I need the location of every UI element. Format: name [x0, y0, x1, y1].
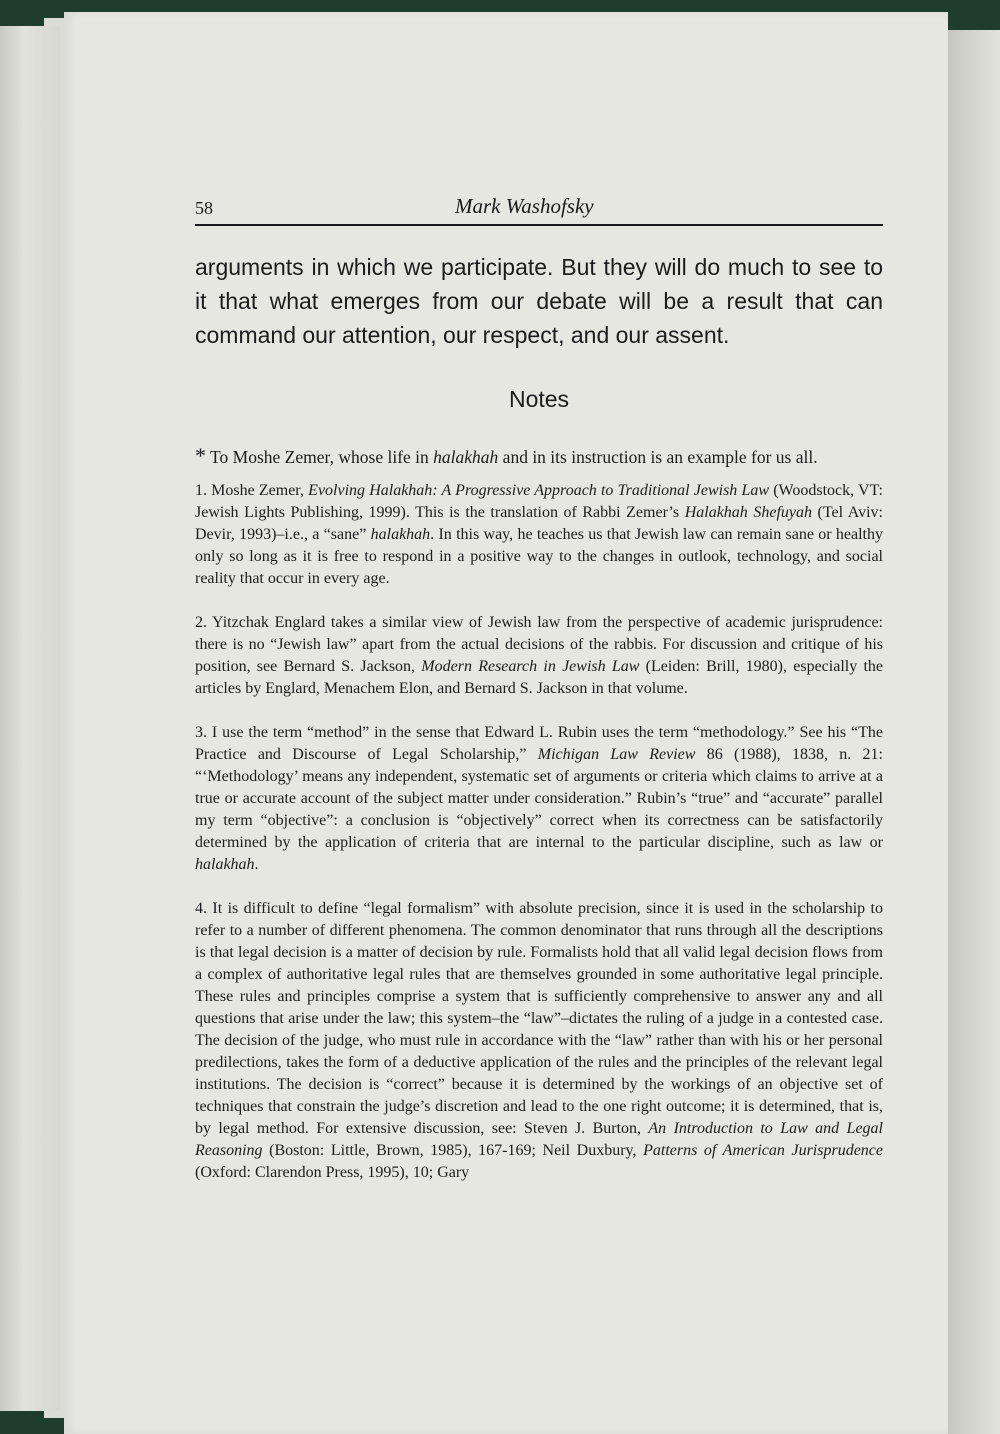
notes-heading: Notes [508, 386, 570, 412]
footnote-2 [195, 612, 883, 700]
notes-list [195, 480, 883, 1184]
page-number: 58 [195, 198, 213, 218]
facing-page-edge [948, 30, 1000, 1434]
asterisk-marker: * [195, 443, 206, 468]
dedication-italic: halakhah [433, 447, 499, 467]
footnote-italic-title: An Introduction to Law and Legal Reasoning [195, 1120, 883, 1159]
footnote-italic-title: Evolving Halakhah: A Progressive Approach to Traditional Jewish Law [308, 482, 770, 499]
footnote-text: (Boston: Little, Brown, 1985), 167-169; Neil Duxbury, [262, 1142, 644, 1159]
dedication-text-pre: To Moshe Zemer, whose life in [206, 447, 434, 467]
page-content [195, 250, 883, 1206]
footnote-1 [195, 480, 883, 590]
footnote-text: 3. I use the term “method” in the sense that Edward L. Rubin uses the term “methodology.” See his “The Practice and Discourse of Legal Scholarship,” [195, 724, 883, 763]
footnote-italic-title: halakhah [195, 856, 255, 873]
footnote-text: (Oxford: Clarendon Press, 1995), 10; Gary [195, 1164, 470, 1181]
footnote-text: 2. Yitzchak Englard takes a similar view of Jewish law from the perspective of academic jurisprudence: there is no “Jewish law” apart from the actual decisions of the rabbis. For discussion and critique of his position, see Bernard S. Jackson, [195, 614, 883, 675]
footnote-italic-title: Michigan Law Review [537, 746, 696, 763]
running-head-author: Mark Washofsky [455, 194, 594, 218]
footnote-italic-title: Halakhah Shefuyah [684, 504, 812, 521]
footnote-text: (Tel Aviv: Devir, 1993)–i.e., a “sane” [195, 504, 883, 543]
footnote-4 [195, 898, 883, 1184]
footnote-italic-title: Modern Research in Jewish Law [421, 658, 640, 675]
dedication-note [195, 443, 883, 470]
footnote-text: (Woodstock, VT: Jewish Lights Publishing, 1999). This is the translation of Rabbi Zemer’s [195, 482, 884, 521]
footnote-text: 4. It is difficult to define “legal formalism” with absolute precision, since it is used in the scholarship to refer to a number of different phenomena. The common denominator that runs through all the descriptions is that legal decision is a matter of decision by rule. Formalists hold that all valid legal decision flows from a complex of authoritative legal rules that are themselves grounded in some authoritative legal principle. These rules and principles comprise a system that is sufficiently comprehensive to answer any and all questions that arise under the law; this system–the “law”–dictates the ruling of a judge in a contested case. The decision of the judge, who must rule in accordance with the “law” rather than with his or her personal predilections, takes the form of a deductive application of the rules and the principles of the relevant legal institutions. The decision is “correct” because it is determined by the workings of an objective set of techniques that constrain the judge’s discretion and lead to the one right outcome; it is determined, that is, by legal method. For extensive discussion, see: Steven J. Burton, [195, 900, 883, 1137]
footnote-text: . In this way, he teaches us that Jewish law can remain sane or healthy only so long as it is free to respond in a positive way to the changes in outlook, technology, and social reality that occur in every age. [195, 526, 884, 587]
page-header [195, 194, 883, 226]
footnote-italic-title: Patterns of American Jurisprudence [643, 1142, 883, 1159]
footnote-text: (Leiden: Brill, 1980), especially the articles by Englard, Menachem Elon, and Bernard S. Jackson in that volume. [195, 658, 884, 697]
footnote-3 [195, 722, 883, 876]
footnote-text: . [254, 856, 259, 873]
footnote-text: 1. Moshe Zemer, [195, 482, 309, 499]
body-paragraph: arguments in which we participate. But they will do much to see to it that what emerges from our debate will be a result that can command our attention, our respect, and our assent. [195, 254, 883, 348]
dedication-text-post: and in its instruction is an example for us all. [498, 447, 818, 467]
footnote-text: 86 (1988), 1838, n. 21: “‘Methodology’ means any independent, systematic set of arguments or criteria which claims to arrive at a true or accurate account of the subject matter under consideration.” Rubin’s “true” and “accurate” parallel my term “objective”: a conclusion is “objectively” correct when its correctness can be satisfactorily determined by the application of criteria that are internal to the particular discipline, such as law or [195, 746, 883, 851]
page-stack-edge-left [0, 26, 60, 1411]
footnote-italic-title: halakhah [370, 526, 431, 543]
